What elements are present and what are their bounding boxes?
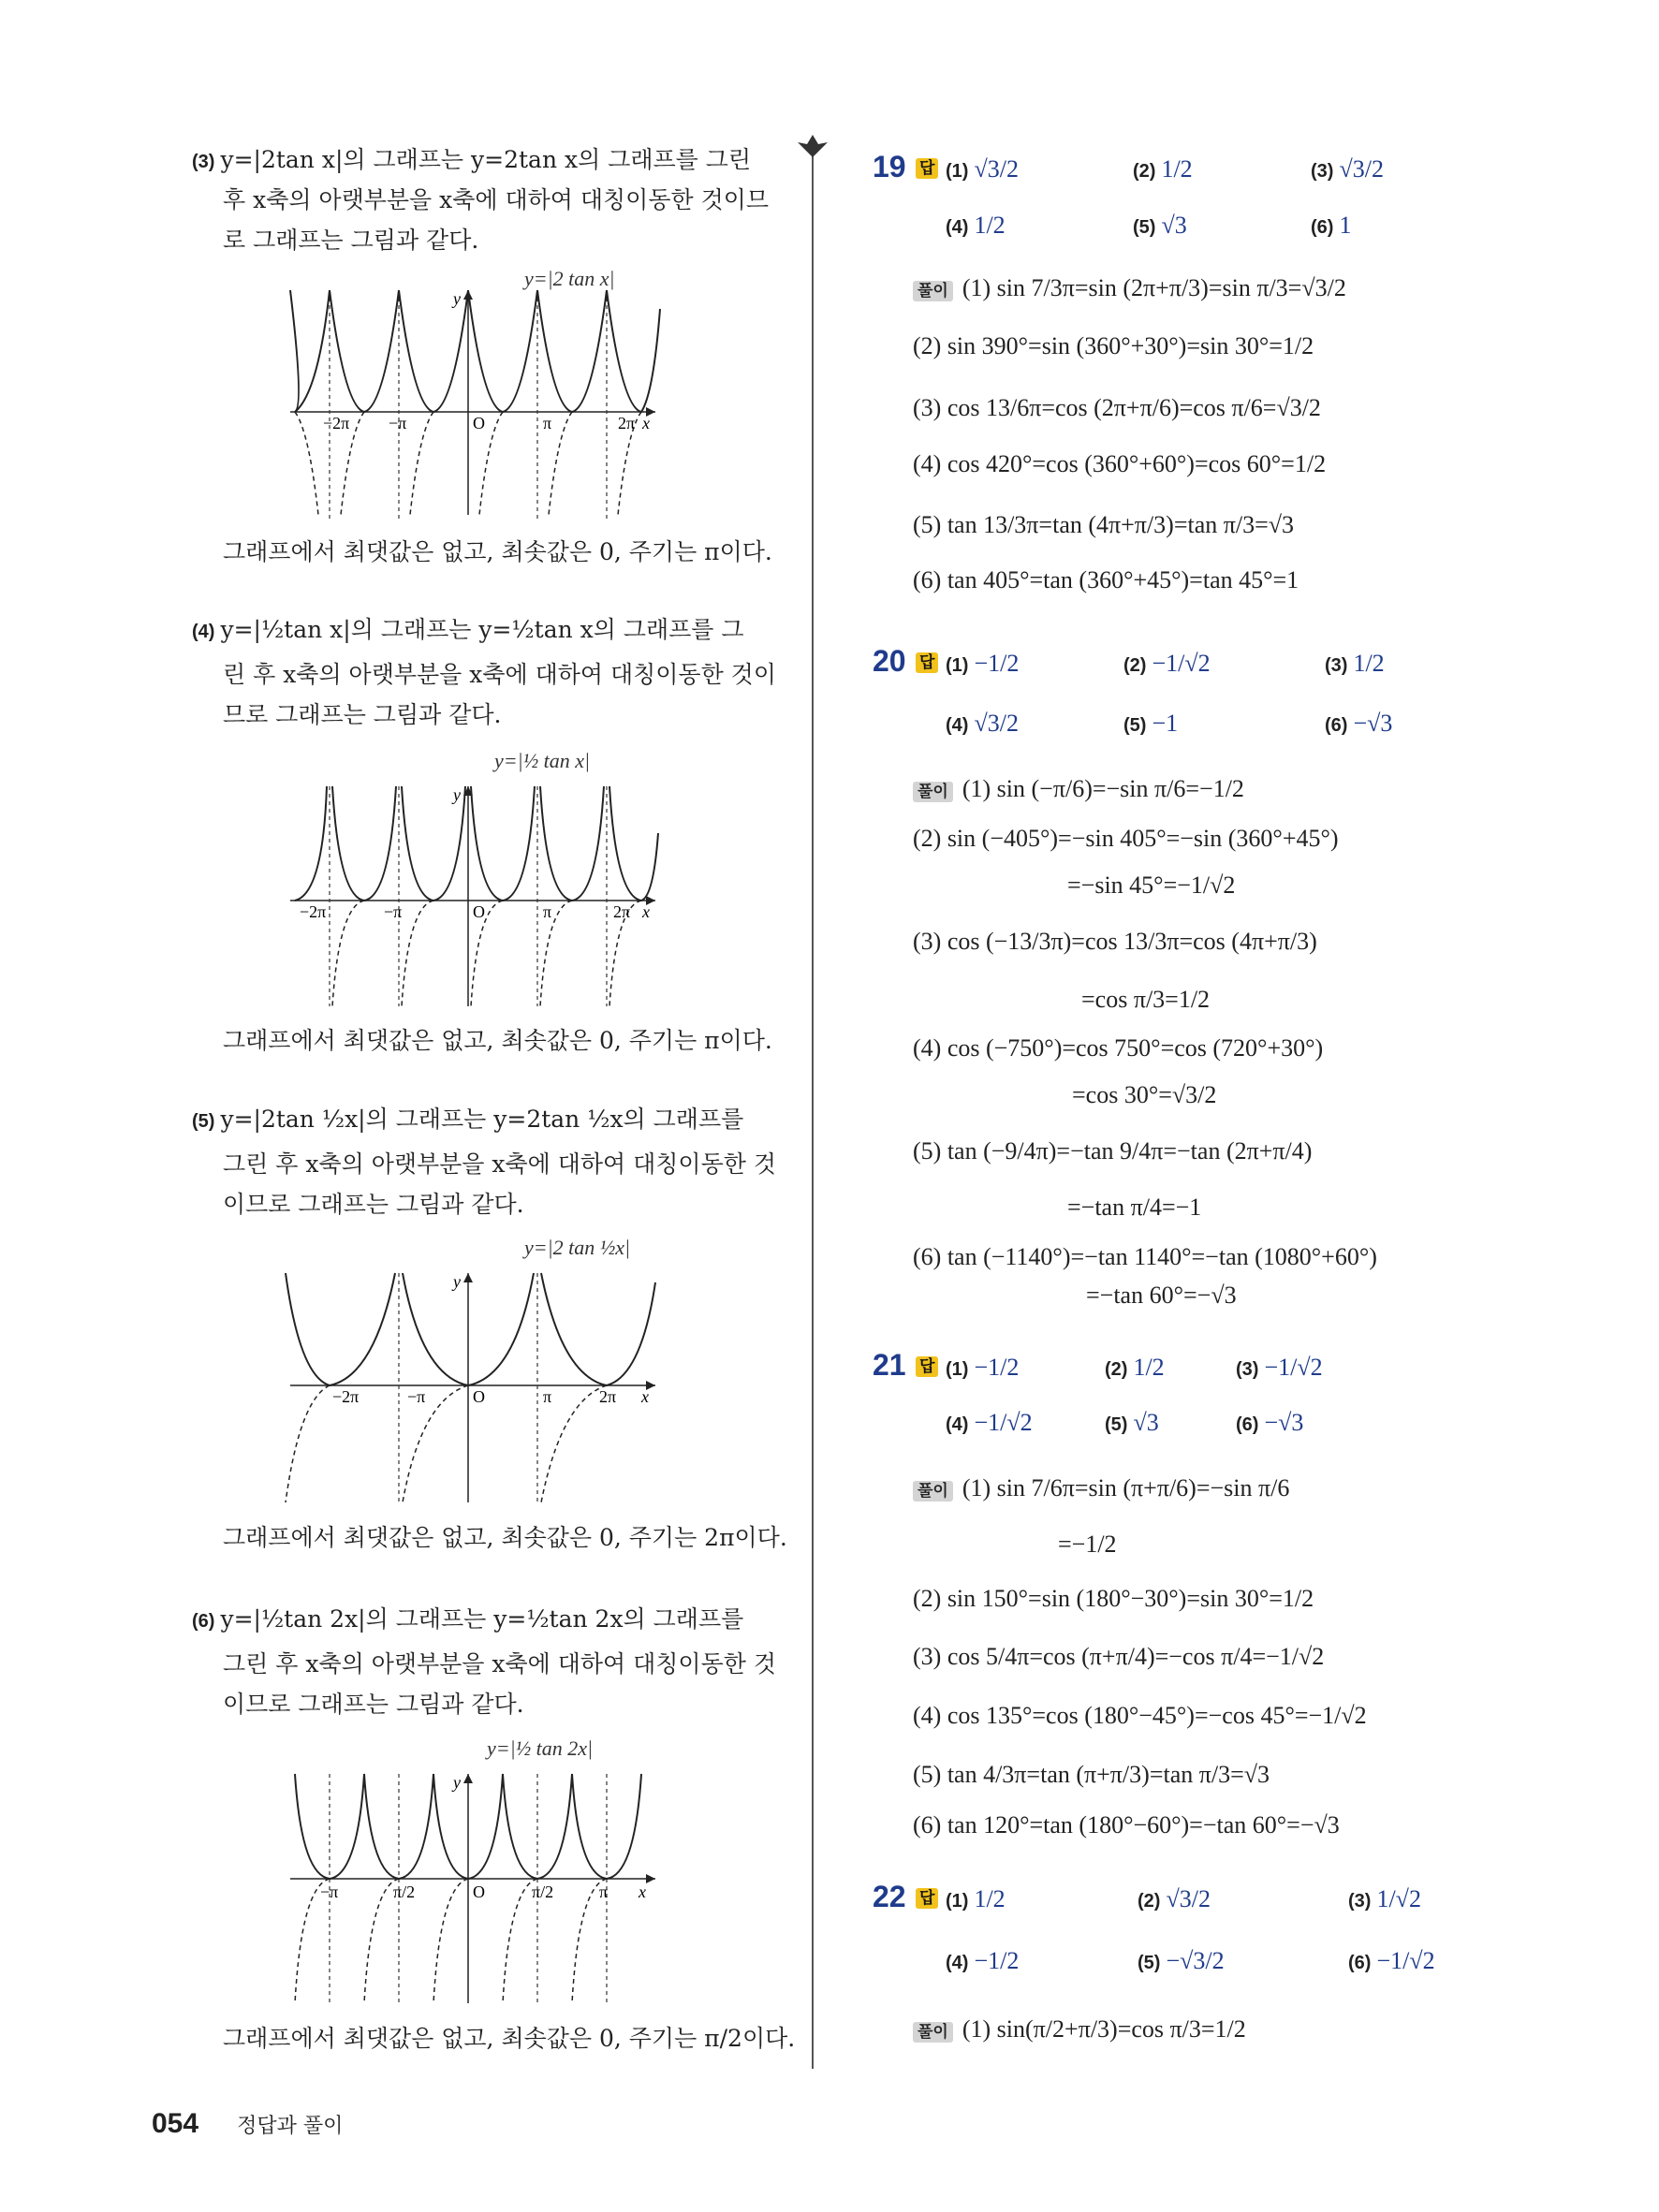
q21-solution-5: (5) tan 4/3π=tan (π+π/3)=tan π/3=√3 [913, 1761, 1270, 1788]
problem-6-line2: 그린 후 x축의 아랫부분을 x축에 대하여 대칭이동한 것 [223, 1650, 776, 1677]
q19-answer-1 [946, 155, 1019, 183]
page-footer [152, 2108, 343, 2140]
q20-header [873, 644, 906, 679]
answer-badge: 답 [916, 1356, 938, 1377]
q20-answer-3 [1325, 650, 1385, 678]
q19-answer-3 [1311, 155, 1384, 183]
answer-value: 1/2 [1353, 650, 1385, 677]
graph-4-tick-2pi: 2π [613, 902, 631, 921]
q22-answer-5 [1138, 1947, 1225, 1975]
graph-6-x-label: x [639, 1882, 646, 1901]
graph-4-tick-negpi: −π [384, 902, 403, 921]
q22-answer-6 [1348, 1947, 1435, 1975]
answer-value: −1/√2 [1152, 650, 1211, 677]
graph-5-tick-neg2pi: −2π [332, 1387, 360, 1406]
problem-5-conclusion: 그래프에서 최댓값은 없고, 최솟값은 0, 주기는 2π이다. [223, 1524, 787, 1551]
q22-answer-badge [916, 1888, 938, 1909]
answer-value: 1/2 [974, 1885, 1006, 1912]
graph-3 [281, 281, 665, 524]
answer-label: (2) [1105, 1359, 1128, 1380]
q19-header [873, 150, 906, 184]
q20-solution-1 [913, 772, 1244, 806]
solution-text: (1) sin 7/3π=sin (2π+π/3)=sin π/3=√3/2 [962, 274, 1346, 301]
answer-label: (4) [946, 1953, 969, 1973]
graph-6 [281, 1765, 665, 2008]
problem-6-line3: 이므로 그래프는 그림과 같다. [223, 1691, 524, 1718]
column-divider [812, 150, 814, 2069]
q19-answer-5 [1133, 212, 1187, 240]
problem-3-line3: 로 그래프는 그림과 같다. [223, 227, 479, 254]
graph-5-curves [286, 1273, 655, 1385]
answer-label: (6) [1311, 217, 1334, 238]
graph-5-title: y=|2 tan ½x| [524, 1236, 631, 1259]
answer-value: 1 [1339, 212, 1352, 239]
q21-solution-3: (3) cos 5/4π=cos (π+π/4)=−cos π/4=−1/√2 [913, 1643, 1325, 1670]
answer-label: (5) [1133, 217, 1156, 238]
q20-answer-2 [1123, 650, 1211, 678]
q21-answer-6 [1236, 1409, 1303, 1437]
answer-label: (3) [1325, 655, 1348, 676]
q20-solution-4: (4) cos (−750°)=cos 750°=cos (720°+30°) [913, 1034, 1324, 1062]
q20-solution-4b: =cos 30°=√3/2 [1072, 1081, 1217, 1108]
graph-5-tick-2pi: 2π [599, 1387, 617, 1406]
answer-label: (1) [946, 655, 969, 676]
solution-text: (1) sin (−π/6)=−sin π/6=−1/2 [962, 775, 1244, 802]
q20-solution-3: (3) cos (−13/3π)=cos 13/3π=cos (4π+π/3) [913, 928, 1317, 955]
problem-4-text1: y=|½tan x|의 그래프는 y=½tan x의 그래프를 그 [220, 616, 744, 643]
q20-solution-2: (2) sin (−405°)=−sin 405°=−sin (360°+45°) [913, 825, 1339, 852]
graph-5-y-label: y [453, 1272, 461, 1291]
q20-answer-1 [946, 650, 1019, 678]
answer-badge: 답 [916, 652, 938, 673]
answer-label: (4) [946, 715, 969, 736]
problem-3-line2: 후 x축의 아랫부분을 x축에 대하여 대칭이동한 것이므 [223, 186, 770, 213]
solution-text: (1) sin 7/6π=sin (π+π/6)=−sin π/6 [962, 1474, 1290, 1502]
q22-header [873, 1880, 906, 1914]
page-number: 054 [152, 2108, 199, 2139]
solution-badge: 풀이 [913, 1481, 953, 1502]
q20-answer-6 [1325, 710, 1392, 738]
answer-label: (5) [1138, 1953, 1161, 1973]
answer-label: (4) [946, 217, 969, 238]
q19-answer-2 [1133, 155, 1193, 183]
q22-answer-3 [1348, 1885, 1421, 1913]
q20-solution-6b: =−tan 60°=−√3 [1086, 1282, 1237, 1309]
answer-value: √3/2 [1339, 155, 1384, 183]
solution-badge: 풀이 [913, 782, 953, 802]
graph-3-y-label: y [453, 289, 461, 308]
graph-5 [281, 1264, 665, 1507]
q20-solution-6: (6) tan (−1140°)=−tan 1140°=−tan (1080°+60°) [913, 1243, 1377, 1270]
problem-6-label: (6) [192, 1611, 215, 1632]
answer-badge: 답 [916, 158, 938, 179]
graph-6-y-label: y [453, 1773, 461, 1792]
graph-3-origin: O [473, 414, 485, 432]
answer-value: −1/√2 [1264, 1354, 1323, 1381]
answer-label: (3) [1348, 1891, 1372, 1912]
graph-6-tick-neghalfpi: π/2 [393, 1882, 416, 1901]
q21-solution-1 [913, 1472, 1289, 1505]
answer-label: (6) [1236, 1414, 1259, 1435]
problem-4-line3: 므로 그래프는 그림과 같다. [223, 701, 502, 728]
q19-solution-1 [913, 271, 1346, 305]
q20-number: 20 [873, 644, 906, 678]
problem-4-conclusion: 그래프에서 최댓값은 없고, 최솟값은 0, 주기는 π이다. [223, 1027, 772, 1054]
answer-label: (1) [946, 161, 969, 182]
answer-label: (3) [1311, 161, 1334, 182]
solution-badge: 풀이 [913, 2022, 953, 2043]
answer-label: (5) [1123, 715, 1147, 736]
problem-3-label: (3) [192, 152, 215, 172]
answer-value: −√3 [1264, 1409, 1304, 1436]
graph-6-origin: O [473, 1882, 485, 1901]
q19-number: 19 [873, 150, 906, 183]
graph-4-y-label: y [453, 785, 461, 804]
answer-badge: 답 [916, 1888, 938, 1909]
answer-value: 1/2 [1161, 155, 1193, 183]
q19-solution-5: (5) tan 13/3π=tan (4π+π/3)=tan π/3=√3 [913, 511, 1295, 538]
q22-answer-2 [1138, 1885, 1211, 1913]
q20-solution-2b: =−sin 45°=−1/√2 [1067, 872, 1236, 899]
answer-value: −1/2 [974, 650, 1020, 677]
answer-label: (6) [1325, 715, 1348, 736]
q19-answer-badge [916, 158, 938, 179]
q21-number: 21 [873, 1348, 906, 1382]
q22-number: 22 [873, 1880, 906, 1913]
q19-answer-6 [1311, 212, 1351, 240]
problem-4-line1 [192, 613, 744, 649]
q22-answer-4 [946, 1947, 1019, 1975]
graph-3-curves [290, 290, 660, 412]
graph-6-tick-negpi: −π [320, 1882, 339, 1901]
graph-5-tick-negpi: −π [407, 1387, 426, 1406]
q19-answer-4 [946, 212, 1006, 240]
graph-5-x-label: x [641, 1387, 649, 1406]
q20-answer-4 [946, 710, 1019, 738]
answer-label: (3) [1236, 1359, 1259, 1380]
problem-4-label: (4) [192, 622, 215, 642]
answer-value: −√3 [1353, 710, 1393, 737]
problem-5-line1 [192, 1103, 743, 1138]
graph-4-x-label: x [642, 902, 650, 921]
answer-label: (1) [946, 1891, 969, 1912]
graph-3-x-label: x [642, 414, 650, 432]
q20-answer-5 [1123, 710, 1178, 738]
problem-3-line1 [192, 143, 751, 179]
q19-solution-2: (2) sin 390°=sin (360°+30°)=sin 30°=1/2 [913, 332, 1314, 359]
q21-answer-2 [1105, 1354, 1165, 1382]
answer-value: −1 [1152, 710, 1179, 737]
answer-value: −1/2 [974, 1354, 1020, 1381]
q21-solution-6: (6) tan 120°=tan (180°−60°)=−tan 60°=−√3 [913, 1811, 1340, 1838]
problem-5-text1: y=|2tan ½x|의 그래프는 y=2tan ½x의 그래프를 [220, 1106, 744, 1133]
q21-solution-4: (4) cos 135°=cos (180°−45°)=−cos 45°=−1/√2 [913, 1702, 1367, 1729]
answer-value: −1/√2 [974, 1409, 1033, 1436]
q19-solution-3: (3) cos 13/6π=cos (2π+π/6)=cos π/6=√3/2 [913, 394, 1321, 421]
answer-label: (2) [1123, 655, 1147, 676]
q21-answer-badge [916, 1356, 938, 1377]
graph-4-tick-neg2pi: −2π [300, 902, 327, 921]
q21-solution-2: (2) sin 150°=sin (180°−30°)=sin 30°=1/2 [913, 1585, 1314, 1612]
q20-solution-5b: =−tan π/4=−1 [1067, 1194, 1202, 1221]
answer-value: −1/2 [974, 1947, 1020, 1974]
graph-3-title: y=|2 tan x| [524, 267, 615, 290]
problem-3-conclusion: 그래프에서 최댓값은 없고, 최솟값은 0, 주기는 π이다. [223, 538, 772, 565]
problem-6-line1 [192, 1603, 743, 1638]
q21-solution-1b: =−1/2 [1058, 1531, 1117, 1558]
q21-answer-3 [1236, 1354, 1323, 1382]
q19-solution-6: (6) tan 405°=tan (360°+45°)=tan 45°=1 [913, 566, 1299, 593]
q19-solution-4: (4) cos 420°=cos (360°+60°)=cos 60°=1/2 [913, 450, 1327, 477]
graph-4 [281, 777, 665, 1011]
graph-3-tick-2pi: 2π [618, 414, 636, 432]
answer-label: (2) [1133, 161, 1156, 182]
graph-3-tick-neg2pi: −2π [323, 414, 350, 432]
graph-4-origin: O [473, 902, 485, 921]
q21-answer-4 [946, 1409, 1033, 1437]
answer-value: √3 [1161, 212, 1187, 239]
graph-6-tick-halfpi: π/2 [532, 1882, 554, 1901]
q21-answer-5 [1105, 1409, 1159, 1437]
problem-4-line2: 린 후 x축의 아랫부분을 x축에 대하여 대칭이동한 것이 [223, 661, 776, 688]
answer-value: −1/√2 [1376, 1947, 1435, 1974]
answer-value: 1/2 [974, 212, 1006, 239]
answer-label: (2) [1138, 1891, 1161, 1912]
answer-label: (6) [1348, 1953, 1372, 1973]
graph-3-tick-negpi: −π [389, 414, 407, 432]
graph-3-tick-pi: π [543, 414, 552, 432]
problem-5-line2: 그린 후 x축의 아랫부분을 x축에 대하여 대칭이동한 것 [223, 1150, 776, 1178]
graph-5-tick-pi: π [543, 1387, 552, 1406]
solution-text: (1) sin(π/2+π/3)=cos π/3=1/2 [962, 2015, 1246, 2043]
answer-value: √3/2 [974, 155, 1019, 183]
graph-5-origin: O [473, 1387, 485, 1406]
q20-solution-5: (5) tan (−9/4π)=−tan 9/4π=−tan (2π+π/4) [913, 1137, 1313, 1165]
graph-4-curves [295, 786, 658, 901]
answer-value: √3/2 [1166, 1885, 1211, 1912]
graph-6-title: y=|½ tan 2x| [487, 1736, 594, 1760]
answer-label: (1) [946, 1359, 969, 1380]
q20-answer-badge [916, 652, 938, 673]
answer-value: 1/√2 [1376, 1885, 1421, 1912]
problem-3-text1: y=|2tan x|의 그래프는 y=2tan x의 그래프를 그린 [220, 146, 752, 173]
graph-6-tick-pi: π [599, 1882, 609, 1901]
divider-ornament-icon [796, 131, 830, 159]
answer-label: (5) [1105, 1414, 1128, 1435]
footer-title: 정답과 풀이 [237, 2115, 344, 2138]
graph-4-tick-pi: π [543, 902, 552, 921]
q20-solution-3b: =cos π/3=1/2 [1081, 986, 1211, 1013]
problem-6-conclusion: 그래프에서 최댓값은 없고, 최솟값은 0, 주기는 π/2이다. [223, 2025, 796, 2052]
answer-value: −√3/2 [1166, 1947, 1225, 1974]
problem-5-line3: 이므로 그래프는 그림과 같다. [223, 1191, 524, 1218]
problem-6-text1: y=|½tan 2x|의 그래프는 y=½tan 2x의 그래프를 [220, 1605, 744, 1633]
answer-label: (4) [946, 1414, 969, 1435]
q22-solution-1 [913, 2013, 1246, 2046]
q21-header [873, 1348, 906, 1383]
q22-answer-1 [946, 1885, 1006, 1913]
q21-answer-1 [946, 1354, 1019, 1382]
problem-5-label: (5) [192, 1111, 215, 1132]
solution-badge: 풀이 [913, 281, 953, 301]
answer-value: √3/2 [974, 710, 1019, 737]
answer-value: 1/2 [1133, 1354, 1165, 1381]
answer-value: √3 [1133, 1409, 1159, 1436]
graph-4-title: y=|½ tan x| [494, 749, 591, 772]
